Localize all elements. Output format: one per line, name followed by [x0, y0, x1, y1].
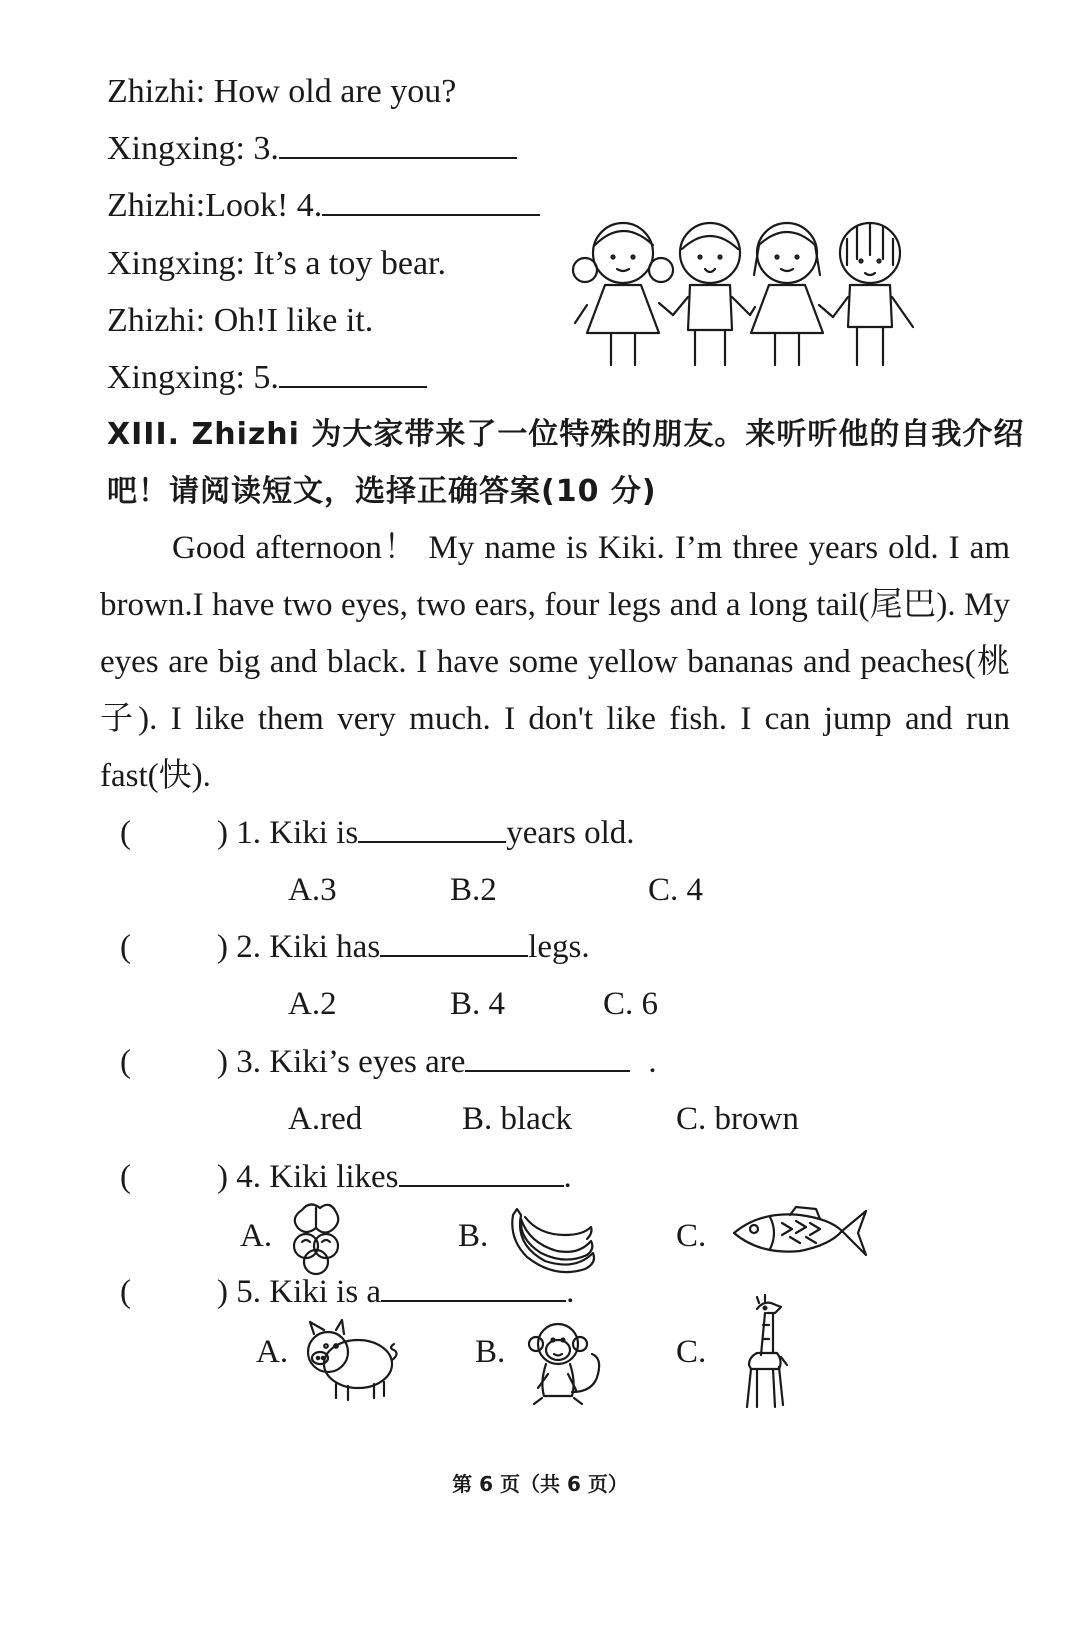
question-5-blank	[381, 1272, 566, 1302]
answer-paren-close: )	[217, 1274, 228, 1310]
answer-paren-close: )	[217, 815, 228, 851]
four-children-holding-hands-icon	[565, 215, 925, 380]
question-5: ( ) 5. Kiki is a .	[120, 1274, 575, 1310]
q3-option-a[interactable]: A.red	[288, 1101, 363, 1137]
q3-option-c[interactable]: C. brown	[676, 1101, 799, 1137]
q5-option-b-label[interactable]: B.	[475, 1334, 506, 1370]
answer-blank-4[interactable]	[322, 186, 540, 216]
dialogue-line-2: Xingxing: 3.	[107, 129, 517, 169]
question-2: ( ) 2. Kiki has legs.	[120, 929, 590, 965]
q4-option-c-label[interactable]: C.	[676, 1218, 707, 1254]
answer-paren-open: (	[120, 815, 131, 851]
fish-icon[interactable]	[730, 1205, 870, 1260]
answer-paren-open: (	[120, 1274, 131, 1310]
q5-option-a-label[interactable]: A.	[256, 1334, 289, 1370]
answer-paren-close: )	[217, 1159, 228, 1195]
bananas-icon[interactable]	[505, 1205, 600, 1275]
q1-option-b[interactable]: B.2	[450, 872, 497, 908]
dialogue-line-5: Zhizhi: Oh!I like it.	[107, 302, 374, 339]
answer-paren-close: )	[217, 1044, 228, 1080]
question-4: ( ) 4. Kiki likes .	[120, 1159, 572, 1195]
q4-option-a-label[interactable]: A.	[240, 1218, 273, 1254]
q2-option-a[interactable]: A.2	[288, 986, 337, 1022]
dialogue-line-4: Xingxing: It’s a toy bear.	[107, 245, 447, 282]
answer-blank-5[interactable]	[279, 358, 427, 388]
q5-option-c-label[interactable]: C.	[676, 1334, 707, 1370]
pig-icon[interactable]	[300, 1318, 400, 1403]
answer-paren-open: (	[120, 1159, 131, 1195]
page-number-footer: 第 6 页（共 6 页）	[452, 1472, 628, 1496]
giraffe-icon[interactable]	[735, 1295, 795, 1413]
q3-option-b[interactable]: B. black	[462, 1101, 572, 1137]
monkey-icon[interactable]	[528, 1318, 608, 1408]
dialogue-line-6: Xingxing: 5.	[107, 358, 427, 398]
answer-paren-open: (	[120, 1044, 131, 1080]
q4-option-b-label[interactable]: B.	[458, 1218, 489, 1254]
q1-option-c[interactable]: C. 4	[648, 872, 704, 908]
question-2-blank	[380, 927, 528, 957]
question-4-blank	[399, 1157, 564, 1187]
answer-paren-close: )	[217, 929, 228, 965]
q1-option-a[interactable]: A.3	[288, 872, 337, 908]
dialogue-line-3: Zhizhi:Look! 4.	[107, 186, 540, 226]
question-3-blank	[465, 1042, 630, 1072]
q2-option-c[interactable]: C. 6	[603, 986, 659, 1022]
q2-option-b[interactable]: B. 4	[450, 986, 506, 1022]
question-1: ( ) 1. Kiki is years old.	[120, 815, 635, 851]
dialogue-line-1: Zhizhi: How old are you?	[107, 73, 457, 110]
answer-blank-3[interactable]	[279, 129, 517, 159]
reading-passage: Good afternoon！ My name is Kiki. I’m three years old. I am brown.I have two eyes, two ears, four legs and a long tail(尾巴). My eyes are big and black. I have some yellow bananas and peaches(桃子). I like them very much. I don't like fish. I can jump and run fast(快).	[100, 530, 1010, 794]
peaches-icon[interactable]	[280, 1200, 350, 1275]
question-3: ( ) 3. Kiki’s eyes are .	[120, 1044, 657, 1080]
section-13-heading-line-2: 吧！请阅读短文，选择正确答案(10 分)	[107, 474, 657, 509]
question-1-blank	[358, 813, 506, 843]
answer-paren-open: (	[120, 929, 131, 965]
section-13-heading-line-1: XIII. Zhizhi 为大家带来了一位特殊的朋友。来听听他的自我介绍	[107, 417, 1025, 452]
